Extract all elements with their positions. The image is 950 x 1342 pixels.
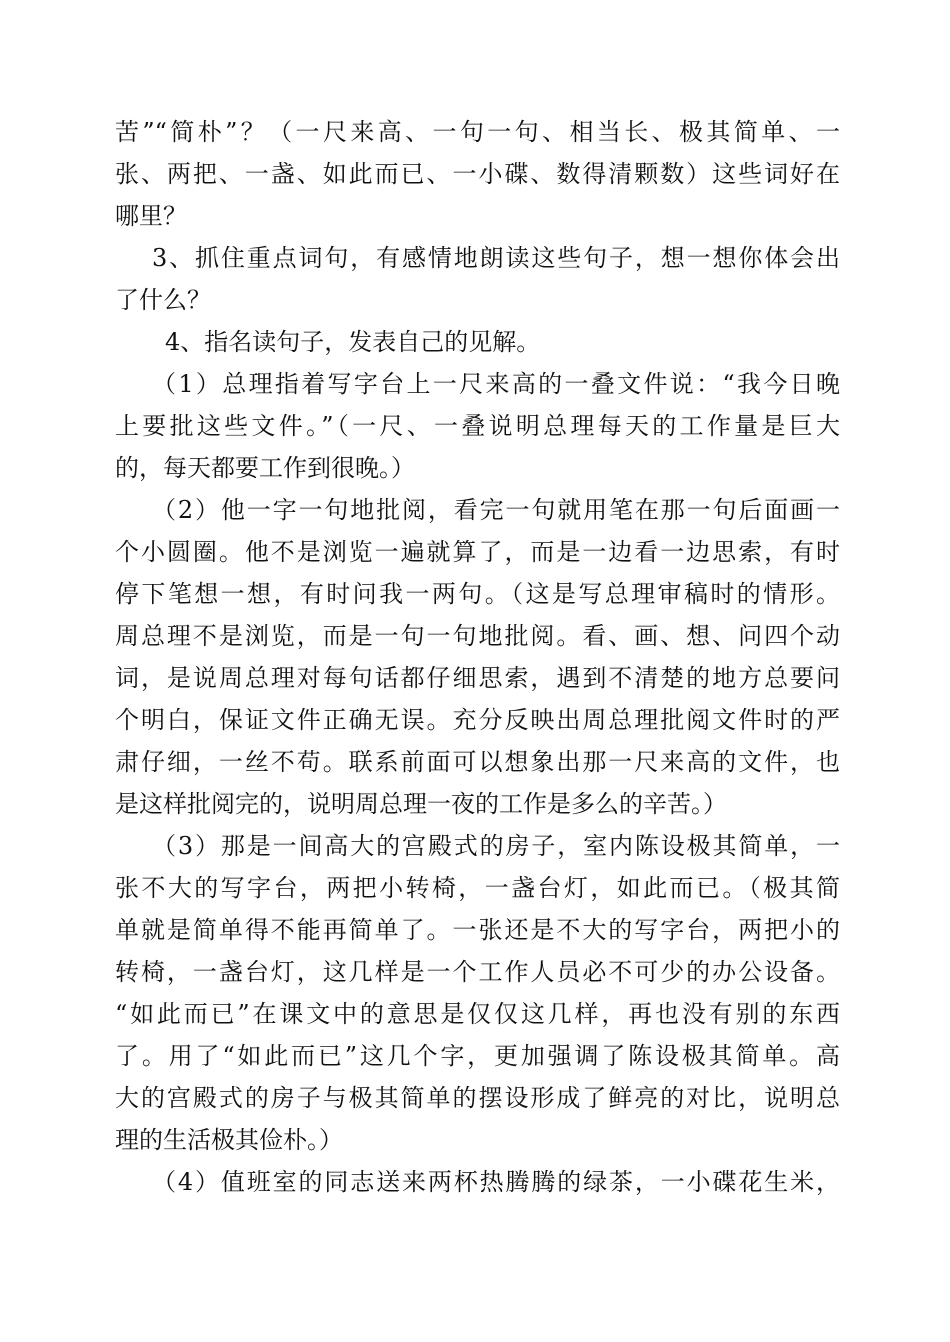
text-line: “如此而已”在课文中的意思是仅仅这几样，再也没有别的东西 — [115, 1000, 840, 1028]
text-line: 苦”“简朴”？（一尺来高、一句一句、相当长、极其简单、一 — [115, 118, 840, 146]
text-line: 大的宫殿式的房子与极其简单的摆设形成了鲜亮的对比，说明总 — [115, 1084, 840, 1112]
text-line: 词，是说周总理对每句话都仔细思索，遇到不清楚的地方总要问 — [115, 664, 840, 692]
text-line: 的，每天都要工作到很晚。） — [115, 454, 415, 482]
text-line: （1）总理指着写字台上一尺来高的一叠文件说：“我今日晚 — [152, 370, 840, 398]
text-line: 上要批这些文件。”（一尺、一叠说明总理每天的工作量是巨大 — [115, 412, 840, 440]
text-line: 理的生活极其俭朴。） — [115, 1126, 343, 1154]
text-line: 了。用了“如此而已”这几个字，更加强调了陈设极其简单。高 — [115, 1042, 840, 1070]
text-line: （2）他一字一句地批阅，看完一句就用笔在那一句后面画一 — [152, 496, 840, 524]
text-line: 个小圆圈。他不是浏览一遍就算了，而是一边看一边思索，有时 — [115, 538, 840, 566]
text-line: 个明白，保证文件正确无误。充分反映出周总理批阅文件时的严 — [115, 706, 840, 734]
text-line: （3）那是一间高大的宫殿式的房子，室内陈设极其简单，一 — [152, 832, 840, 860]
text-line: 单就是简单得不能再简单了。一张还是不大的写字台，两把小的 — [115, 916, 840, 944]
text-line: 转椅，一盏台灯，这几样是一个工作人员必不可少的办公设备。 — [115, 958, 840, 986]
text-line: 3、抓住重点词句，有感情地朗读这些句子，想一想你体会出 — [152, 244, 840, 272]
text-line: 肃仔细，一丝不苟。联系前面可以想象出那一尺来高的文件，也 — [115, 748, 840, 776]
text-line: （4）值班室的同志送来两杯热腾腾的绿茶，一小碟花生米， — [152, 1168, 840, 1196]
text-line: 张、两把、一盏、如此而已、一小碟、数得清颗数）这些词好在 — [115, 160, 840, 188]
text-line: 是这样批阅完的，说明周总理一夜的工作是多么的辛苦。） — [115, 790, 727, 818]
text-line: 停下笔想一想，有时问我一两句。（这是写总理审稿时的情形。 — [115, 580, 840, 608]
text-line: 了什么？ — [115, 286, 211, 314]
text-line: 4、指名读句子，发表自己的见解。 — [165, 328, 541, 356]
text-line: 哪里？ — [115, 202, 187, 230]
text-line: 张不大的写字台，两把小转椅，一盏台灯，如此而已。（极其简 — [115, 874, 840, 902]
text-line: 周总理不是浏览，而是一句一句地批阅。看、画、想、问四个动 — [115, 622, 840, 650]
